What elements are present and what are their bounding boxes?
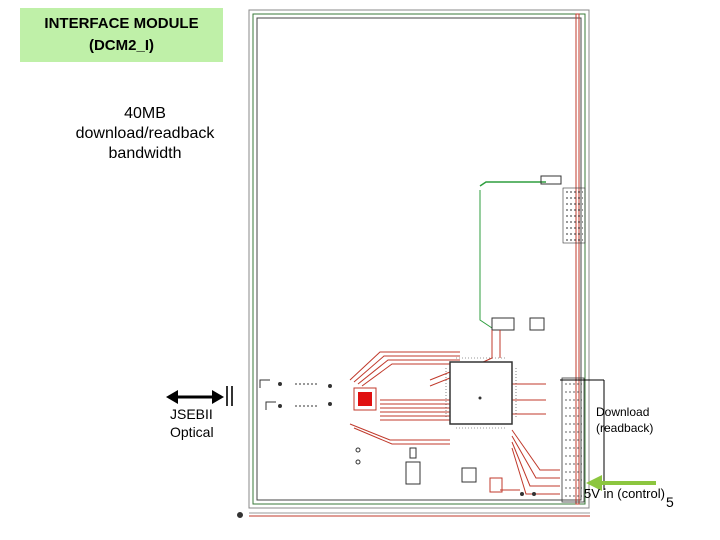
page-number: 5	[666, 494, 674, 510]
download-label	[596, 404, 653, 436]
bandwidth-line-1: 40MB	[124, 105, 166, 122]
download-label-line-2: (readback)	[596, 421, 654, 435]
red-bus-right	[512, 384, 560, 494]
bandwidth-line-2: download/readback	[75, 125, 215, 142]
mid-components	[470, 318, 544, 368]
jsebii-label-line-2: Optical	[170, 424, 214, 440]
power-input-label: 5V in (control)	[584, 486, 665, 501]
download-label-line-1: Download	[596, 405, 650, 419]
red-component	[354, 388, 376, 410]
jsebii-label-line-1: JSEBII	[170, 406, 213, 422]
central-chip	[446, 358, 516, 428]
module-subtitle: (DCM2_I)	[88, 37, 154, 54]
upper-connector	[480, 176, 585, 328]
rotated-part-label	[226, 386, 233, 406]
module-title: INTERFACE MODULE	[44, 15, 199, 32]
bandwidth-line-3: bandwidth	[108, 145, 182, 162]
double-headed-arrow-icon	[166, 390, 224, 404]
left-components	[238, 380, 421, 518]
jsebii-label	[170, 405, 214, 441]
